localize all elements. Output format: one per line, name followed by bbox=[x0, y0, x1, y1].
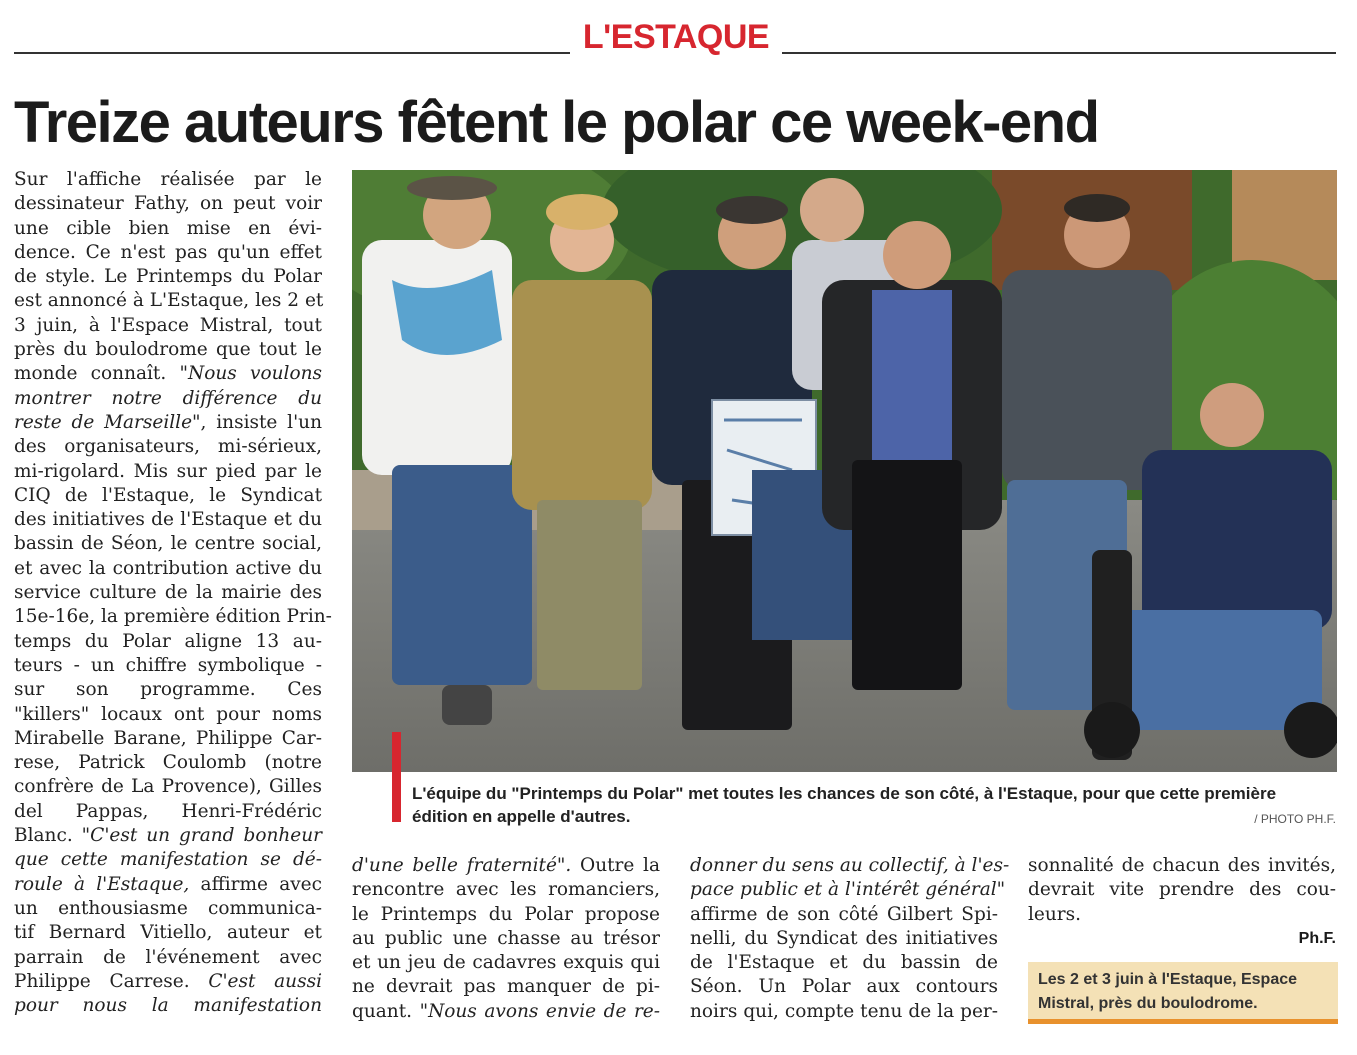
text-line bbox=[14, 630, 322, 654]
quote-text: d'une belle fraternité". bbox=[352, 855, 572, 876]
author-signature: Ph.F. bbox=[1298, 930, 1336, 947]
text-line bbox=[14, 605, 332, 629]
text-line bbox=[14, 994, 322, 1018]
body-text: nelli, du Syndicat des initiatives bbox=[690, 927, 998, 949]
text-line bbox=[14, 727, 322, 751]
body-text: au public une chasse au trésor bbox=[352, 927, 660, 949]
text-line bbox=[14, 970, 322, 994]
article-column-2 bbox=[352, 854, 660, 1024]
body-text: "killers" locaux ont pour noms bbox=[14, 703, 322, 725]
text-line bbox=[14, 557, 322, 581]
text-line bbox=[14, 289, 322, 313]
quote-text: donner du sens au collectif, à l'es- bbox=[690, 855, 1010, 876]
text-line bbox=[14, 654, 322, 678]
text-line bbox=[14, 192, 322, 216]
text-line bbox=[14, 532, 322, 556]
group-photo bbox=[352, 170, 1337, 772]
body-text: près du boulodrome que tout le bbox=[14, 339, 322, 361]
body-text: une cible bien mise en évi- bbox=[14, 217, 322, 239]
body-text: tif Bernard Vitiello, auteur et bbox=[14, 922, 322, 944]
rubric-rule-left bbox=[14, 52, 570, 54]
body-text: noirs qui, compte tenu de la per- bbox=[690, 1000, 998, 1022]
quote-text: "Nous voulons bbox=[179, 363, 322, 385]
body-text: Séon. Un Polar aux contours bbox=[690, 976, 998, 998]
text-line bbox=[14, 848, 322, 872]
text-line bbox=[14, 338, 322, 362]
text-line bbox=[352, 951, 660, 975]
body-text: Philippe Carrese. bbox=[14, 970, 209, 992]
text-line bbox=[14, 387, 322, 411]
body-text: de style. Le Printemps du Polar bbox=[14, 266, 322, 288]
body-text: dessinateur Fathy, on peut voir bbox=[14, 193, 322, 215]
text-line bbox=[1028, 854, 1336, 878]
text-line bbox=[352, 854, 660, 878]
body-text: rese, Patrick Coulomb (notre bbox=[14, 752, 322, 774]
body-text: est annoncé à L'Estaque, les 2 et bbox=[14, 290, 324, 312]
text-line bbox=[690, 1000, 998, 1024]
body-text: service culture de la mairie des bbox=[14, 582, 322, 604]
body-text: quant. bbox=[352, 1000, 420, 1022]
body-text: dence. Ce n'est pas qu'un effet bbox=[14, 241, 322, 263]
text-line bbox=[14, 460, 322, 484]
text-line bbox=[690, 854, 1010, 878]
text-line bbox=[14, 946, 322, 970]
quote-text: pace public et à l'intérêt général" bbox=[690, 879, 1006, 901]
text-line bbox=[352, 903, 660, 927]
text-line bbox=[14, 241, 322, 265]
body-text: Mirabelle Barane, Philippe Car- bbox=[14, 727, 322, 749]
body-text: rencontre avec les romanciers, bbox=[352, 879, 660, 901]
text-line bbox=[690, 878, 1006, 902]
text-line bbox=[14, 873, 322, 897]
quote-text: montrer notre différence du bbox=[14, 387, 322, 409]
text-line bbox=[690, 927, 998, 951]
body-text: 3 juin, à l'Espace Mistral, tout bbox=[14, 314, 322, 336]
body-text: mi-rigolard. Mis sur pied par le bbox=[14, 460, 322, 482]
event-info-box: Les 2 et 3 juin à l'Estaque, Espace Mistral, près du boulodrome. bbox=[1028, 962, 1338, 1024]
text-line bbox=[14, 800, 322, 824]
article-column-3 bbox=[690, 854, 1010, 1024]
body-text: des initiatives de l'Estaque et du bbox=[14, 509, 322, 531]
photo-caption: L'équipe du "Printemps du Polar" met toutes les chances de son côté, à l'Estaque, pour que cette première édition en appelle d'autres. bbox=[412, 784, 1277, 826]
caption-accent-bar bbox=[392, 732, 401, 822]
body-text: confrère de La Provence), Gilles bbox=[14, 776, 322, 798]
body-text: le Printemps du Polar propose bbox=[352, 903, 660, 925]
text-line bbox=[14, 265, 322, 289]
text-line bbox=[14, 897, 322, 921]
text-line bbox=[1028, 903, 1336, 927]
text-line bbox=[14, 824, 322, 848]
section-rubric: L'ESTAQUE bbox=[582, 18, 770, 56]
body-text: CIQ de l'Estaque, le Syndicat bbox=[14, 484, 322, 506]
text-line bbox=[690, 951, 998, 975]
body-text: affirme de son côté Gilbert Spi- bbox=[690, 903, 998, 925]
body-text: un enthousiasme communica- bbox=[14, 897, 322, 919]
body-text: Sur l'affiche réalisée par le bbox=[14, 169, 322, 190]
text-line bbox=[14, 921, 322, 945]
body-text: et avec la contribution active du bbox=[14, 557, 322, 579]
body-text: parrain de l'événement avec bbox=[14, 946, 322, 968]
text-line bbox=[1028, 878, 1336, 902]
body-text: et un jeu de cadavres exquis qui bbox=[352, 952, 660, 974]
text-line bbox=[352, 975, 660, 999]
body-text: Outre la bbox=[571, 855, 661, 876]
body-text: Blanc. bbox=[14, 825, 82, 847]
quote-text: C'est aussi bbox=[208, 970, 322, 992]
quote-text: "Nous avons envie de re- bbox=[419, 1000, 660, 1022]
body-text: sur son programme. Ces bbox=[14, 679, 322, 701]
text-line bbox=[14, 751, 322, 775]
photo-credit: / PHOTO PH.F. bbox=[1254, 812, 1336, 826]
quote-text: pour nous la manifestation bbox=[14, 995, 322, 1017]
body-text: bassin de Séon, le centre social, bbox=[14, 533, 322, 555]
body-text: des organisateurs, mi-sérieux, bbox=[14, 436, 322, 458]
text-line bbox=[352, 1000, 660, 1024]
text-line bbox=[14, 314, 322, 338]
rubric-rule-right bbox=[782, 52, 1336, 54]
article-column-4 bbox=[1028, 854, 1336, 927]
body-text: sonnalité de chacun des invités, bbox=[1028, 855, 1336, 876]
quote-text: "C'est un grand bonheur bbox=[81, 825, 322, 847]
body-text: monde connaît. bbox=[14, 363, 180, 385]
text-line bbox=[14, 775, 322, 799]
body-text: 15e-16e, la première édition Prin- bbox=[14, 606, 332, 628]
body-text: leurs. bbox=[1028, 903, 1081, 925]
text-line bbox=[14, 217, 322, 241]
body-text: teurs - un chiffre symbolique - bbox=[14, 654, 322, 676]
quote-text: roule à l'Estaque, bbox=[14, 873, 190, 895]
text-line bbox=[14, 435, 322, 459]
text-line bbox=[14, 484, 322, 508]
text-line bbox=[14, 411, 322, 435]
body-text: devrait vite prendre des cou- bbox=[1028, 879, 1336, 901]
text-line bbox=[352, 878, 660, 902]
text-line bbox=[690, 903, 998, 927]
text-line bbox=[14, 581, 322, 605]
body-text: , insiste l'un bbox=[200, 411, 322, 433]
body-text: de l'Estaque et du bassin de bbox=[690, 952, 998, 974]
text-line bbox=[14, 703, 322, 727]
quote-text: que cette manifestation se dé- bbox=[14, 849, 322, 871]
article-column-1 bbox=[14, 168, 332, 1018]
article-headline: Treize auteurs fêtent le polar ce week-end bbox=[14, 90, 1099, 155]
text-line bbox=[14, 678, 322, 702]
body-text: ne devrait pas manquer de pi- bbox=[352, 976, 660, 998]
body-text: affirme avec bbox=[189, 873, 322, 895]
text-line bbox=[14, 362, 322, 386]
quote-text: reste de Marseille" bbox=[14, 411, 201, 433]
text-line bbox=[14, 168, 322, 192]
text-line bbox=[352, 927, 660, 951]
body-text: temps du Polar aligne 13 au- bbox=[14, 630, 322, 652]
text-line bbox=[690, 975, 998, 999]
body-text: del Pappas, Henri-Frédéric bbox=[14, 800, 322, 822]
text-line bbox=[14, 508, 322, 532]
